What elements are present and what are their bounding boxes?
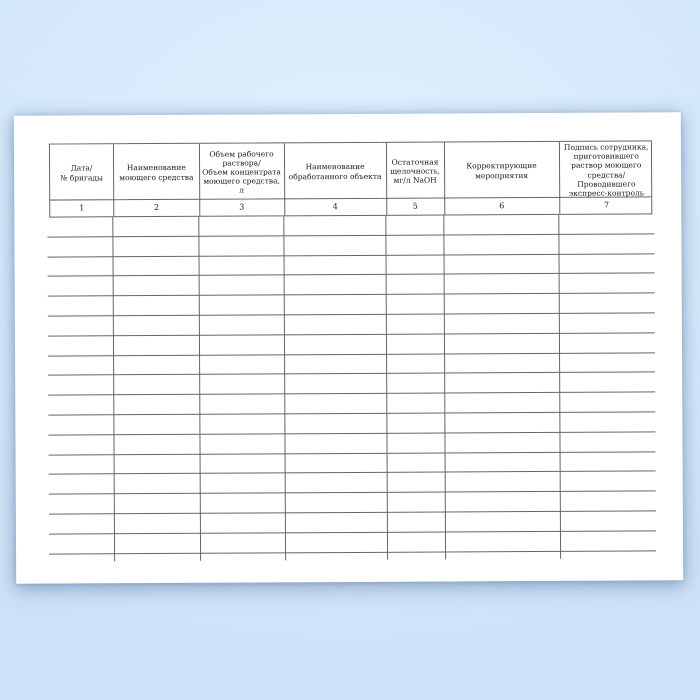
column-number-3: 3 (199, 199, 284, 215)
column-header-employee-signature: Подпись сотрудника, приготовившего раствор моющего средства/ Проводившего экспресс-контроль (558, 141, 653, 199)
column-header-residual-alkalinity: Остаточная щелочность, мг/л NaOH (385, 143, 443, 201)
table-row (49, 531, 656, 554)
table-body (47, 214, 656, 554)
column-number-6: 6 (444, 198, 559, 215)
column-number-4: 4 (284, 199, 386, 216)
paper-sheet (14, 112, 683, 583)
table-header-row (49, 140, 652, 200)
column-header-detergent-name: Наименование моющего средства (113, 144, 199, 202)
column-header-treated-object: Наименование обработанного объекта (283, 143, 385, 201)
journal-table (49, 140, 654, 554)
column-number-1: 1 (79, 203, 85, 213)
column-header-date-brigade: Дата/ № бригады (60, 163, 104, 183)
column-header-corrective-actions: Корректирующие мероприятия (443, 142, 558, 200)
column-number-5: 5 (386, 198, 444, 214)
column-header-solution-volume: Объем рабочего раствора/ Объем концентрата моющего средства, л (198, 143, 283, 201)
column-number-7: 7 (559, 197, 654, 213)
column-number-2: 2 (113, 200, 199, 216)
